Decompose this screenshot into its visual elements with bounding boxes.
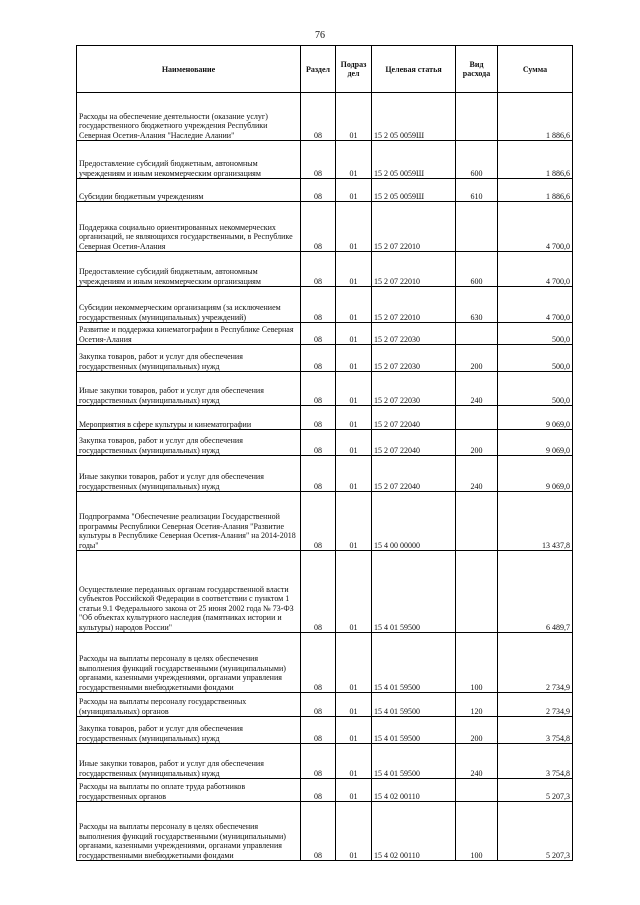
row-expense-type: 600 <box>456 141 498 179</box>
row-subsection: 01 <box>336 693 372 717</box>
row-section: 08 <box>301 430 336 456</box>
row-section: 08 <box>301 287 336 323</box>
table-row <box>77 252 573 287</box>
row-article: 15 2 07 22040 <box>372 406 456 430</box>
row-article: 15 2 05 0059Ш <box>372 93 456 141</box>
row-subsection: 01 <box>336 252 372 287</box>
row-name: Развитие и поддержка кинематографии в Республике Северная Осетия-Алания <box>77 323 301 345</box>
row-sum: 4 700,0 <box>498 287 573 323</box>
row-expense-type <box>456 202 498 252</box>
row-section: 08 <box>301 202 336 252</box>
table-row <box>77 633 573 693</box>
row-section: 08 <box>301 345 336 372</box>
row-name: Расходы на выплаты персоналу государственных (муниципальных) органов <box>77 693 301 717</box>
row-subsection: 01 <box>336 633 372 693</box>
row-section: 08 <box>301 717 336 744</box>
row-name: Предоставление субсидий бюджетным, автономным учреждениям и иным некоммерческим организациям <box>77 141 301 179</box>
table-row <box>77 372 573 406</box>
table-row <box>77 345 573 372</box>
row-article: 15 4 00 00000 <box>372 492 456 551</box>
row-expense-type: 200 <box>456 717 498 744</box>
row-sum: 9 069,0 <box>498 430 573 456</box>
row-sum: 1 886,6 <box>498 93 573 141</box>
table-row <box>77 406 573 430</box>
header-subsection: Подраз дел <box>336 46 372 93</box>
row-section: 08 <box>301 551 336 633</box>
table-row <box>77 779 573 802</box>
row-subsection: 01 <box>336 802 372 861</box>
row-sum: 5 207,3 <box>498 802 573 861</box>
row-section: 08 <box>301 802 336 861</box>
row-subsection: 01 <box>336 551 372 633</box>
row-sum: 6 489,7 <box>498 551 573 633</box>
row-subsection: 01 <box>336 779 372 802</box>
row-article: 15 2 07 22040 <box>372 456 456 492</box>
row-article: 15 4 01 59500 <box>372 717 456 744</box>
row-expense-type: 240 <box>456 744 498 779</box>
page-number: 76 <box>315 30 325 41</box>
row-sum: 4 700,0 <box>498 252 573 287</box>
row-article: 15 2 07 22010 <box>372 287 456 323</box>
row-sum: 500,0 <box>498 323 573 345</box>
row-section: 08 <box>301 141 336 179</box>
row-subsection: 01 <box>336 717 372 744</box>
row-article: 15 2 07 22040 <box>372 430 456 456</box>
row-sum: 2 734,9 <box>498 633 573 693</box>
row-sum: 1 886,6 <box>498 141 573 179</box>
row-sum: 1 886,6 <box>498 179 573 202</box>
row-sum: 500,0 <box>498 345 573 372</box>
table-row <box>77 287 573 323</box>
table-row <box>77 93 573 141</box>
row-sum: 9 069,0 <box>498 456 573 492</box>
table-row <box>77 323 573 345</box>
row-sum: 5 207,3 <box>498 779 573 802</box>
header-expense-type: Вид расхода <box>456 46 498 93</box>
row-name: Субсидии некоммерческим организациям (за исключением государственных (муниципальных) учреждений) <box>77 287 301 323</box>
row-expense-type: 630 <box>456 287 498 323</box>
row-expense-type: 200 <box>456 345 498 372</box>
row-article: 15 2 05 0059Ш <box>372 179 456 202</box>
row-subsection: 01 <box>336 456 372 492</box>
row-article: 15 2 07 22010 <box>372 252 456 287</box>
row-sum: 2 734,9 <box>498 693 573 717</box>
row-article: 15 2 07 22010 <box>372 202 456 252</box>
row-subsection: 01 <box>336 372 372 406</box>
row-section: 08 <box>301 252 336 287</box>
header-name: Наименование <box>77 46 301 93</box>
row-name: Субсидии бюджетным учреждениям <box>77 179 301 202</box>
row-article: 15 4 01 59500 <box>372 744 456 779</box>
row-name: Мероприятия в сфере культуры и кинематографии <box>77 406 301 430</box>
row-section: 08 <box>301 93 336 141</box>
row-sum: 9 069,0 <box>498 406 573 430</box>
row-sum: 3 754,8 <box>498 717 573 744</box>
row-section: 08 <box>301 693 336 717</box>
row-section: 08 <box>301 372 336 406</box>
row-sum: 13 437,8 <box>498 492 573 551</box>
row-article: 15 4 02 00110 <box>372 802 456 861</box>
row-article: 15 4 02 00110 <box>372 779 456 802</box>
row-section: 08 <box>301 633 336 693</box>
row-name: Иные закупки товаров, работ и услуг для обеспечения государственных (муниципальных) нужд <box>77 744 301 779</box>
row-expense-type <box>456 406 498 430</box>
table-row <box>77 179 573 202</box>
row-name: Закупка товаров, работ и услуг для обеспечения государственных (муниципальных) нужд <box>77 717 301 744</box>
row-section: 08 <box>301 492 336 551</box>
row-expense-type <box>456 779 498 802</box>
row-article: 15 4 01 59500 <box>372 693 456 717</box>
row-expense-type <box>456 93 498 141</box>
row-name: Расходы на выплаты по оплате труда работников государственных органов <box>77 779 301 802</box>
table-row <box>77 744 573 779</box>
row-article: 15 2 07 22030 <box>372 345 456 372</box>
table-row <box>77 802 573 861</box>
row-expense-type: 200 <box>456 430 498 456</box>
table-row <box>77 717 573 744</box>
row-subsection: 01 <box>336 345 372 372</box>
table-row <box>77 202 573 252</box>
row-expense-type: 240 <box>456 372 498 406</box>
row-section: 08 <box>301 779 336 802</box>
row-name: Поддержка социально ориентированных некоммерческих организаций, не являющихся государственными, в Республике Северная Осетия-Алания <box>77 202 301 252</box>
row-section: 08 <box>301 323 336 345</box>
row-article: 15 4 01 59500 <box>372 551 456 633</box>
row-expense-type: 100 <box>456 802 498 861</box>
row-subsection: 01 <box>336 323 372 345</box>
row-sum: 3 754,8 <box>498 744 573 779</box>
row-sum: 4 700,0 <box>498 202 573 252</box>
table-row <box>77 693 573 717</box>
row-subsection: 01 <box>336 287 372 323</box>
row-expense-type: 240 <box>456 456 498 492</box>
row-expense-type <box>456 323 498 345</box>
table-header-row <box>77 46 573 93</box>
row-section: 08 <box>301 456 336 492</box>
row-name: Закупка товаров, работ и услуг для обеспечения государственных (муниципальных) нужд <box>77 345 301 372</box>
row-article: 15 2 07 22030 <box>372 323 456 345</box>
table-row <box>77 430 573 456</box>
row-name: Иные закупки товаров, работ и услуг для обеспечения государственных (муниципальных) нужд <box>77 372 301 406</box>
table-row <box>77 492 573 551</box>
row-name: Закупка товаров, работ и услуг для обеспечения государственных (муниципальных) нужд <box>77 430 301 456</box>
row-article: 15 2 05 0059Ш <box>372 141 456 179</box>
row-subsection: 01 <box>336 141 372 179</box>
header-sum: Сумма <box>498 46 573 93</box>
table-row <box>77 141 573 179</box>
row-section: 08 <box>301 744 336 779</box>
row-subsection: 01 <box>336 430 372 456</box>
row-subsection: 01 <box>336 179 372 202</box>
row-subsection: 01 <box>336 492 372 551</box>
row-expense-type: 100 <box>456 633 498 693</box>
header-section: Раздел <box>301 46 336 93</box>
row-name: Расходы на выплаты персоналу в целях обеспечения выполнения функций государственными (муниципальными) органами, казенными учреждениями, органами управления государственными внебюджетными фондами <box>77 633 301 693</box>
budget-table <box>76 45 573 861</box>
row-subsection: 01 <box>336 93 372 141</box>
row-expense-type <box>456 551 498 633</box>
table-row <box>77 456 573 492</box>
row-name: Иные закупки товаров, работ и услуг для обеспечения государственных (муниципальных) нужд <box>77 456 301 492</box>
row-subsection: 01 <box>336 202 372 252</box>
row-section: 08 <box>301 179 336 202</box>
row-subsection: 01 <box>336 406 372 430</box>
row-name: Подпрограмма "Обеспечение реализации Государственной программы Республики Северная Осетия-Алания "Развитие культуры в Республике Северная Осетия-Алания" на 2014-2018 годы" <box>77 492 301 551</box>
row-expense-type: 120 <box>456 693 498 717</box>
header-article: Целевая статья <box>372 46 456 93</box>
row-name: Расходы на выплаты персоналу в целях обеспечения выполнения функций государственными (муниципальными) органами, казенными учреждениями, органами управления государственными внебюджетными фондами <box>77 802 301 861</box>
row-subsection: 01 <box>336 744 372 779</box>
row-expense-type: 600 <box>456 252 498 287</box>
row-article: 15 2 07 22030 <box>372 372 456 406</box>
row-expense-type <box>456 492 498 551</box>
table-row <box>77 551 573 633</box>
row-section: 08 <box>301 406 336 430</box>
row-sum: 500,0 <box>498 372 573 406</box>
row-article: 15 4 01 59500 <box>372 633 456 693</box>
row-name: Расходы на обеспечение деятельности (оказание услуг) государственного бюджетного учреждения Республики Северная Осетия-Алания "Наследие Алании" <box>77 93 301 141</box>
row-name: Предоставление субсидий бюджетным, автономным учреждениям и иным некоммерческим организациям <box>77 252 301 287</box>
row-name: Осуществление переданных органам государственной власти субъектов Российской Федерации в соответствии с пунктом 1 статьи 9.1 Федерального закона от 25 июня 2002 года № 73-ФЗ "Об объектах культурного наследия (памятниках истории и культуры) народов России" <box>77 551 301 633</box>
row-expense-type: 610 <box>456 179 498 202</box>
